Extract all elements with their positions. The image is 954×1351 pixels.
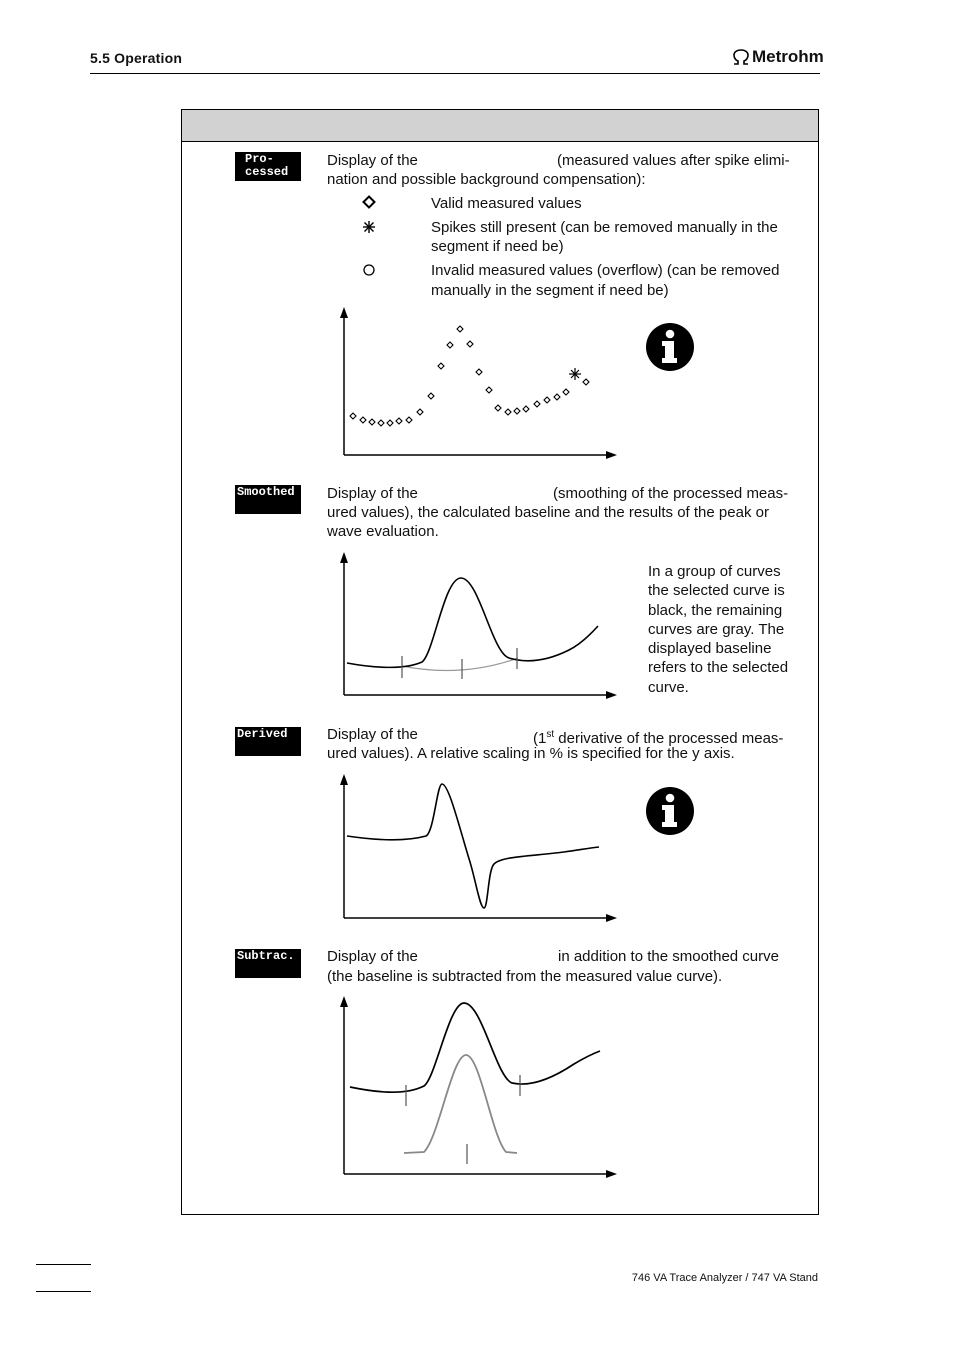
derived-desc-post: derivative of the processed meas- <box>554 730 784 747</box>
info-icon <box>645 322 695 372</box>
subtrac-desc-l1a: Display of the <box>327 948 418 965</box>
section-heading: 5.5 Operation <box>90 50 183 66</box>
data-point <box>428 393 434 399</box>
data-point <box>378 420 384 426</box>
derivative-curve <box>347 784 599 908</box>
spike-point <box>569 368 581 380</box>
x-axis-arrow <box>606 451 617 459</box>
subtrac-desc-l2: (the baseline is subtracted from the measured value curve). <box>327 968 723 985</box>
key-derived: Derived <box>235 727 301 756</box>
smoothed-desc-l1a: Display of the <box>327 485 418 502</box>
note-line: black, the remaining <box>648 601 783 619</box>
smoothed-desc-l2: ured values), the calculated baseline and the results of the peak or <box>327 504 769 521</box>
key-processed-line1: Pro- <box>245 152 274 166</box>
info-icon <box>645 786 695 836</box>
key-processed-line2: cessed <box>245 165 289 179</box>
derived-desc-pre: (1 <box>533 730 547 747</box>
key-smoothed: Smoothed <box>235 485 301 514</box>
legend-asterisk-icon <box>362 220 376 234</box>
processed-desc-l1b: (measured values after spike elimi- <box>557 152 790 169</box>
legend-invalid-label-2: manually in the segment if need be) <box>431 282 669 299</box>
legend-diamond-icon <box>362 195 376 209</box>
legend-invalid-label-1: Invalid measured values (overflow) (can be removed <box>431 262 780 279</box>
note-line: In a group of curves <box>648 563 781 580</box>
data-point <box>583 379 589 385</box>
smoothed-curve <box>347 578 598 667</box>
note-line: curves are gray. The <box>648 620 785 638</box>
derived-desc-l1a: Display of the <box>327 726 418 743</box>
header-rule <box>90 73 820 74</box>
data-point <box>534 401 540 407</box>
legend-spikes-label-1: Spikes still present (can be removed manually in the <box>431 219 778 236</box>
subtracted-peak-curve <box>404 1055 517 1153</box>
data-point <box>467 341 473 347</box>
data-point <box>417 409 423 415</box>
data-point <box>438 363 444 369</box>
note-line: displayed baseline <box>648 640 772 658</box>
data-point <box>447 342 453 348</box>
processed-desc-l1a: Display of the <box>327 152 418 169</box>
brand-name: Metrohm <box>752 47 824 66</box>
note-line: the selected curve is <box>648 582 785 600</box>
footer-rule <box>36 1264 91 1265</box>
data-point <box>457 326 463 332</box>
note-line: refers to the selected <box>648 659 789 677</box>
data-point <box>369 419 375 425</box>
note-line: curve. <box>648 678 689 696</box>
data-point <box>523 406 529 412</box>
smoothed-curve <box>350 1003 600 1092</box>
derived-plot <box>334 770 624 925</box>
footer-product: 746 VA Trace Analyzer / 747 VA Stand <box>631 1272 818 1284</box>
derived-desc-l2: ured values). A relative scaling in % is specified for the y axis. <box>327 745 735 762</box>
y-axis-arrow <box>340 307 348 318</box>
derived-desc-sup: st <box>546 729 555 740</box>
data-point <box>360 417 366 423</box>
baseline-curve <box>402 658 518 671</box>
data-point <box>495 405 501 411</box>
legend-valid-label: Valid measured values <box>431 195 582 212</box>
frame-header-bar <box>182 110 818 142</box>
data-point <box>387 420 393 426</box>
key-processed <box>235 152 301 181</box>
data-point <box>396 418 402 424</box>
data-point <box>554 394 560 400</box>
data-point <box>514 408 520 414</box>
data-point <box>476 369 482 375</box>
data-point <box>486 387 492 393</box>
group-curves-note <box>648 562 800 697</box>
legend-circle-icon <box>362 263 376 277</box>
footer-rule <box>36 1291 91 1292</box>
omega-icon <box>732 49 750 65</box>
brand-logo <box>732 47 824 67</box>
data-point <box>544 397 550 403</box>
data-point <box>406 417 412 423</box>
legend-spikes-label-2: segment if need be) <box>431 238 564 255</box>
processed-desc-l2: nation and possible background compensation): <box>327 171 646 188</box>
data-point <box>505 409 511 415</box>
processed-plot <box>334 305 624 465</box>
subtrac-desc-l1b: in addition to the smoothed curve <box>558 948 779 965</box>
smoothed-desc-l1b: (smoothing of the processed meas- <box>553 485 789 502</box>
smoothed-plot <box>334 548 624 700</box>
data-point <box>350 413 356 419</box>
key-subtracted: Subtrac. <box>235 949 301 978</box>
smoothed-desc-l3: wave evaluation. <box>327 523 439 540</box>
data-point <box>563 389 569 395</box>
subtracted-plot <box>334 992 624 1182</box>
